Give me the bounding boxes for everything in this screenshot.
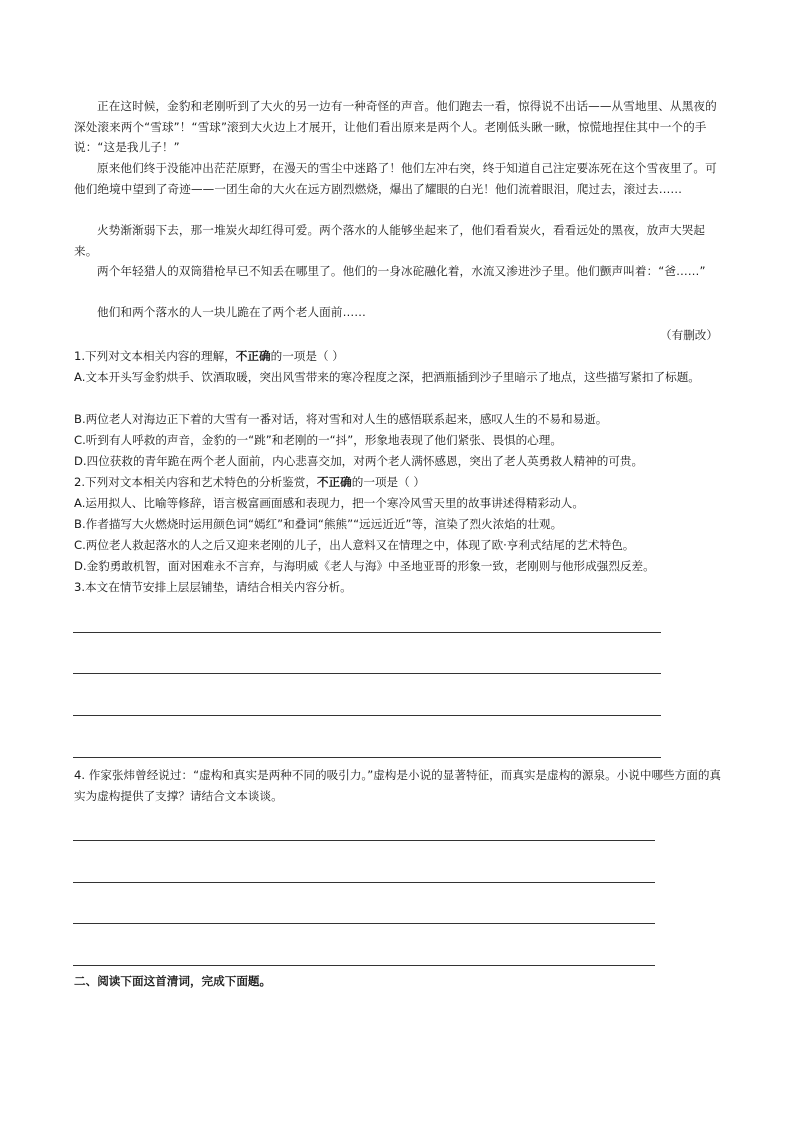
question-2-option-c: C.两位老人救起落水的人之后又迎来老刚的儿子，出人意料又在情理之中，体现了欧·亨利式结尾的艺术特色。 [74,538,635,552]
question-2-option-a: A.运用拟人、比喻等修辞，语言极富画面感和表现力，把一个寒冷风雪天里的故事讲述得精彩动人。 [74,496,584,510]
question-3-answer-line[interactable] [73,715,661,716]
passage-paragraph-1: 正在这时候，金豹和老刚听到了大火的另一边有一种奇怪的声音。他们跑去一看，惊得说不出话——从雪地里、从黑夜的深处滚来两个“雪球”！“雪球”滚到大火边上才展开，让他们看出原来是两个人。老刚低头瞅一瞅，惊慌地捏住其中一个的手说：“这是我儿子！” [74,99,717,154]
question-2-stem-prefix: 2.下列对文本相关内容和艺术特色的分析鉴赏， [74,475,317,489]
question-4-answer-line[interactable] [73,923,655,924]
question-2-option-d: D.金豹勇敢机智，面对困难永不言弃，与海明威《老人与海》中圣地亚哥的形象一致，老刚则与他形成强烈反差。 [74,559,655,573]
question-3-answer-line[interactable] [73,673,661,674]
passage-paragraph-2: 原来他们终于没能冲出茫茫原野，在漫天的雪尘中迷路了！他们左冲右突，终于知道自己注定要冻死在这个雪夜里了。可他们绝境中望到了奇迹——一团生命的大火在远方剧烈燃烧，爆出了耀眼的白光！他们流着眼泪，爬过去，滚过去…… [74,161,717,196]
question-3-answer-line[interactable] [73,757,661,758]
question-2-option-b: B.作者描写大火燃烧时运用颜色词“嫣红”和叠词“熊熊”“远远近近”等，渲染了烈火浓焰的壮观。 [74,517,563,531]
question-1-stem-suffix: 的一项是（ ） [270,349,344,363]
question-1-option-d: D.四位获救的青年跪在两个老人面前，内心悲喜交加，对两个老人满怀感恩，突出了老人英勇救人精神的可贵。 [74,454,644,468]
question-1-option-b: B.两位老人对海边正下着的大雪有一番对话，将对雪和对人生的感悟联系起来，感叹人生的不易和易逝。 [74,412,608,426]
question-3-stem: 3.本文在情节安排上层层铺垫，请结合相关内容分析。 [74,580,352,594]
source-note: （有删改） [660,328,718,342]
question-1-option-a: A.文本开头写金豹烘手、饮酒取暖，突出风雪带来的寒冷程度之深，把酒瓶插到沙子里暗示了地点，这些描写紧扣了标题。 [74,370,700,384]
question-1-option-c: C.听到有人呼救的声音，金豹的一“跳”和老刚的一“抖”，形象地表现了他们紧张、畏惧的心理。 [74,433,562,447]
question-4-stem: 4. 作家张炜曾经说过：“虚构和真实是两种不同的吸引力。”虚构是小说的显著特征，而真实是虚构的源泉。小说中哪些方面的真实为虚构提供了支撑？请结合文本谈谈。 [74,768,722,803]
passage-paragraph-3: 火势渐渐弱下去，那一堆炭火却红得可爱。两个落水的人能够坐起来了，他们看看炭火，看看远处的黑夜，放声大哭起来。 [74,223,706,258]
question-2-stem [74,472,734,493]
question-4-answer-line[interactable] [73,840,655,841]
question-4-answer-line[interactable] [73,965,655,966]
question-1-stem [74,346,734,367]
question-3-answer-line[interactable] [73,632,661,633]
passage-paragraph-5: 他们和两个落水的人一块儿跪在了两个老人面前…… [97,305,366,319]
section-2-heading: 二、阅读下面这首清词，完成下面题。 [74,974,272,988]
passage-paragraph-4: 两个年轻猎人的双筒猎枪早已不知丢在哪里了。他们的一身冰砣融化着，水流又渗进沙子里。他们颤声叫着：“爸……” [97,264,706,278]
question-1-stem-emphasis: 不正确 [235,349,271,363]
question-1-stem-prefix: 1.下列对文本相关内容的理解， [74,349,236,363]
question-2-stem-emphasis: 不正确 [316,475,352,489]
question-4-answer-line[interactable] [73,882,655,883]
question-2-stem-suffix: 的一项是（ ） [351,475,425,489]
